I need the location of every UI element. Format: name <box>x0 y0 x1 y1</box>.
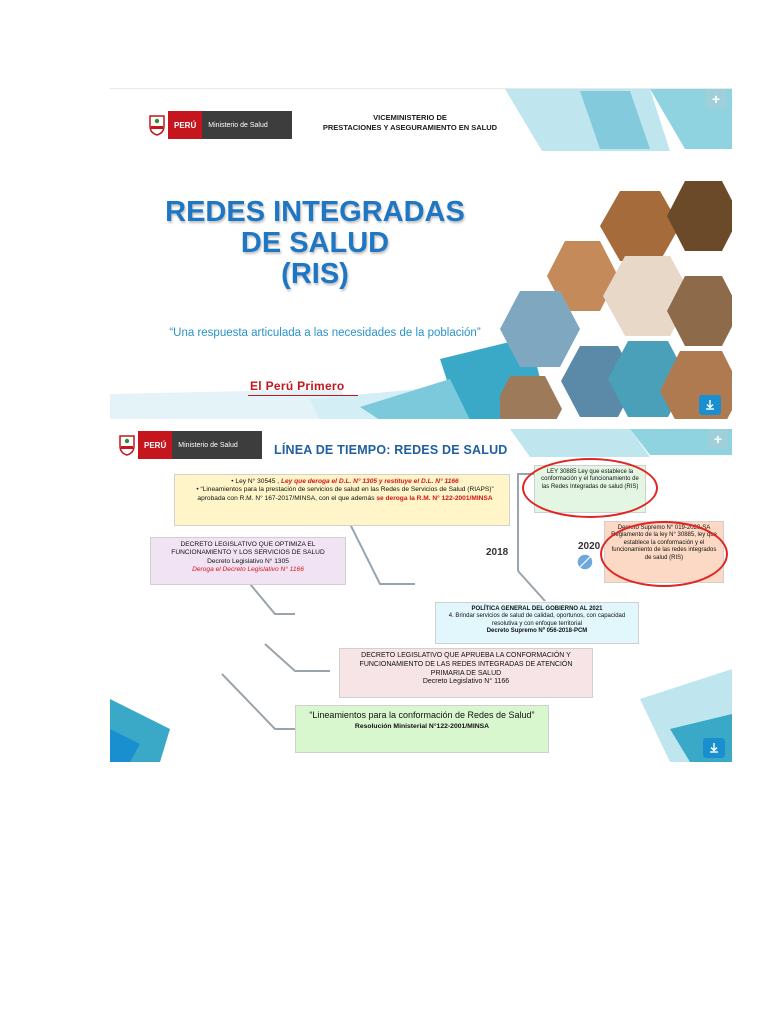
rm122-title: “Lineamientos para la conformación de Redes de Salud” <box>309 710 535 720</box>
title-line3: (RIS) <box>281 258 349 290</box>
ministry-logo <box>146 111 292 139</box>
main-title <box>130 197 500 290</box>
download-icon <box>703 738 725 758</box>
title-line2: DE SALUD <box>240 227 390 259</box>
slide1-download-button[interactable] <box>699 395 721 415</box>
dl1305-number: Decreto Legislativo N° 1305 <box>207 557 289 565</box>
ministry-label: Ministerio de Salud <box>172 431 262 459</box>
viceministry-heading <box>300 113 520 133</box>
subtitle: “Una respuesta articulada a las necesidades de la población” <box>169 327 481 339</box>
peru-shield-icon <box>146 111 168 139</box>
peru-label: PERÚ <box>138 431 172 459</box>
title-slide <box>110 88 732 419</box>
viceministry-line2: PRESTACIONES Y ASEGURAMIENTO EN SALUD <box>322 123 498 132</box>
title-line1: REDES INTEGRADAS <box>165 196 465 228</box>
dl1166-number: Decreto Legislativo N° 1166 <box>422 678 510 686</box>
ministry-logo <box>116 431 262 459</box>
peru-label: PERÚ <box>168 111 202 139</box>
download-icon <box>699 395 721 415</box>
ley30545-bullet2-text: “Lineamientos para la prestación de servicios de salud en las Redes de Servicios de Salud (RIAPS)” aprobada con R.M. N° 167-2017/MINSA, con el que además <box>197 486 494 502</box>
timeline-slide <box>110 429 732 762</box>
slide1-add-button[interactable]: + <box>706 89 726 109</box>
box-ley-30545 <box>174 474 510 526</box>
politica-title: POLÍTICA GENERAL DEL GOBIERNO AL 2021 <box>471 606 603 612</box>
ley30545-bullet2: • “Lineamientos para la prestación de servicios de salud en las Redes de Servicios de Salud (RIAPS)” aprobada con R.M. N° 167-2017/MINSA, con el que además se deroga la R.M. N° 122-2001/MINSA <box>196 486 494 502</box>
dl1305-title: DECRETO LEGISLATIVO QUE OPTIMIZA EL FUNCIONAMIENTO Y LOS SERVICIOS DE SALUD <box>171 541 325 557</box>
box-politica-general <box>435 602 639 644</box>
rm122-number: Resolución Ministerial N°122-2001/MINSA <box>354 723 490 730</box>
box-rm-122-2001 <box>295 705 549 753</box>
slide2-add-button[interactable]: + <box>708 429 728 449</box>
box-dl-1305 <box>150 537 346 585</box>
ley30885-text: LEY 30885 Ley que establece la conformación y el funcionamiento de las Redes Integradas de salud (RIS) <box>541 469 639 490</box>
year-2020: 2020 <box>578 541 601 552</box>
ley30545-bullet1: • Ley N° 30545 , Ley que deroga el D.L. N° 1305 y restituye el D.L. N° 1166 <box>231 478 459 485</box>
el-peru-primero-logo: El Perú Primero <box>250 379 345 393</box>
year-2018: 2018 <box>486 547 509 558</box>
slide2-download-button[interactable] <box>703 738 725 758</box>
peru-shield-icon <box>116 431 138 459</box>
ley30545-bullet2-red: se deroga la R.M. N° 122-2001/MINSA <box>376 494 493 502</box>
ley30545-bullet1-text: Ley N° 30545 , <box>235 478 281 485</box>
photo-collage <box>500 181 732 419</box>
ley30545-bullet1-red: Ley que deroga el D.L. N° 1305 y restituye el D.L. N° 1166 <box>280 478 459 485</box>
brand-underline <box>248 395 358 396</box>
politica-item: 4. Brindar servicios de salud de calidad, oportunos, con capacidad resolutiva y con enfoque territorial <box>448 613 626 627</box>
dl1305-derogation: Deroga el Decreto Legislativo N° 1166 <box>192 565 304 573</box>
politica-decree: Decreto Supremo Nº 056-2018-PCM <box>486 628 588 635</box>
timeline-title: LÍNEA DE TIEMPO: REDES DE SALUD <box>274 443 508 457</box>
box-dl-1166 <box>339 648 593 698</box>
highlight-oval-ds019 <box>600 521 728 587</box>
dl1166-title: DECRETO LEGISLATIVO QUE APRUEBA LA CONFORMACIÓN Y FUNCIONAMIENTO DE LAS REDES INTEGRADAS DE ATENCIÓN PRIMARIA DE SALUD <box>359 652 573 677</box>
viceministry-line1: VICEMINISTERIO DE <box>373 113 447 122</box>
highlight-oval-ley30885 <box>522 458 658 518</box>
ds019-text: Decreto Supremo N° 019-2020-SA Reglamento de la ley N° 30885, ley que establece la conformación y el funcionamiento de las redes integrados de salud (RIS) <box>611 525 717 561</box>
ministry-label: Ministerio de Salud <box>202 111 292 139</box>
